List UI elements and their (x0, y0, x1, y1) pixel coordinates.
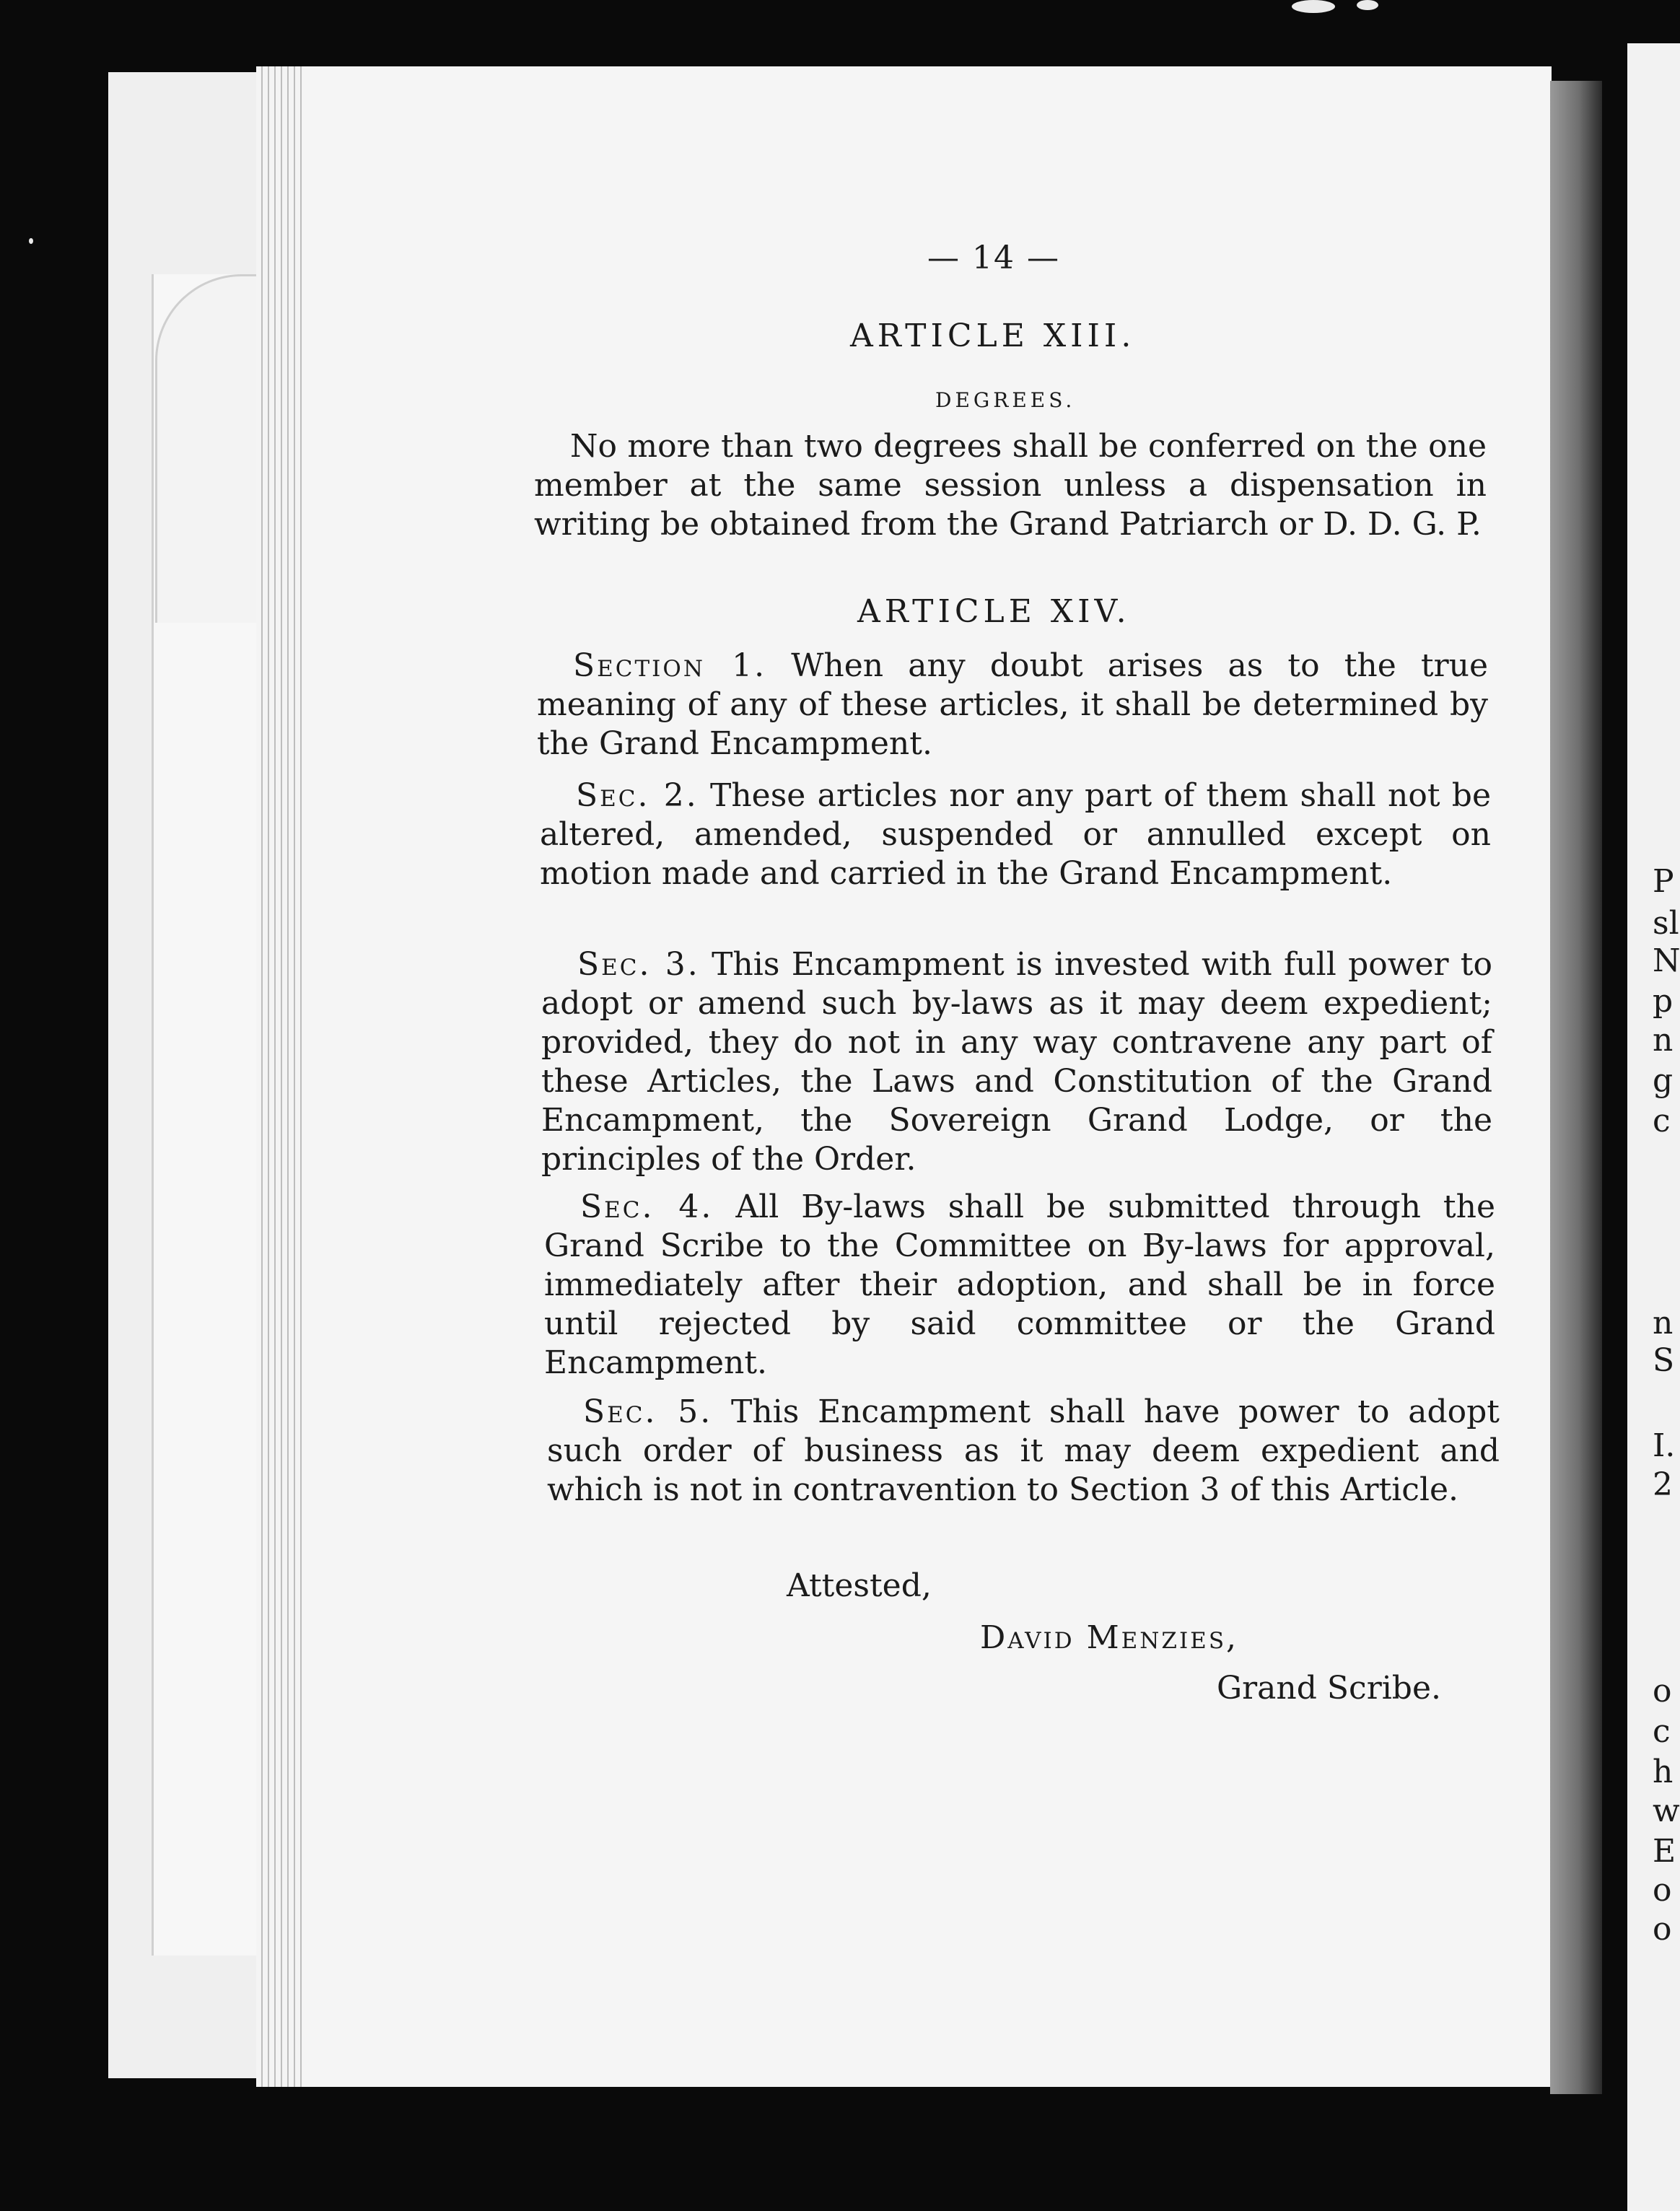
article-xiii-heading: ARTICLE XIII. (850, 318, 1136, 354)
facing-page-fragment: o (1653, 1872, 1672, 1909)
article-xiv-heading: ARTICLE XIV. (857, 593, 1131, 630)
section-label: Section 1. (573, 647, 767, 684)
section-text: This Encampment shall have power to adopt such order of business as it may deem expedient and which is not in contravention to Section 3 of this Article. (547, 1393, 1500, 1508)
facing-page-fragment: c (1653, 1103, 1671, 1139)
facing-page-fragment: S (1653, 1342, 1675, 1379)
scan-speck (1292, 0, 1335, 13)
article-xiv-section-2 (540, 776, 1491, 893)
article-xiv-section-4 (544, 1188, 1495, 1383)
article-xiii-body (534, 427, 1487, 544)
facing-page-fragment: w (1653, 1792, 1680, 1829)
section-label: Sec. 2. (576, 777, 699, 814)
signatory-name: David Menzies, (980, 1619, 1239, 1656)
signatory-title: Grand Scribe. (1217, 1670, 1441, 1707)
attested-label: Attested, (787, 1567, 932, 1604)
scan-speck (29, 238, 33, 244)
facing-page-fragment: sl (1653, 905, 1679, 942)
facing-page-fragment: n (1653, 1305, 1674, 1341)
facing-page-fragment: E (1653, 1833, 1676, 1870)
scan-speck (1357, 0, 1378, 10)
article-xiv-section-5 (547, 1393, 1500, 1510)
section-label: Sec. 3. (577, 946, 700, 983)
facing-page-fragment: 2 (1653, 1466, 1673, 1503)
section-text: This Encampment is invested with full power to adopt or amend such by-laws as it may deem expedient; provided, they do not in any way contravene any part of these Articles, the Laws and Constitution of the Grand Encampment, the Sovereign Grand Lodge, or the principles of the Order. (541, 946, 1492, 1178)
section-label: Sec. 4. (580, 1188, 714, 1225)
facing-page-fragment: g (1653, 1062, 1674, 1099)
article-xiv-section-3 (541, 945, 1492, 1179)
facing-page-fragment: N (1653, 942, 1680, 979)
section-label: Sec. 5. (583, 1393, 713, 1430)
facing-page-fragment: o (1653, 1673, 1672, 1709)
section-text: All By-laws shall be submitted through the Grand Scribe to the Committee on By-laws for approval, immediately after their adoption, and shall be in force until rejected by said committee or the Grand Encampment. (544, 1188, 1495, 1381)
facing-page-fragment: o (1653, 1911, 1672, 1948)
facing-page-fragment: c (1653, 1713, 1671, 1750)
section-text: When any doubt arises as to the true meaning of any of these articles, it shall be determined by the Grand Encampment. (537, 647, 1488, 762)
facing-page-fragment: P (1653, 863, 1674, 900)
facing-page-fragment: h (1653, 1754, 1674, 1790)
article-xiii-body-text: No more than two degrees shall be conferred on the one member at the same session unless a dispensation in writing be obtained from the Grand Patriarch or D. D. G. P. (534, 428, 1487, 543)
facing-page-fragment: p (1653, 983, 1674, 1020)
facing-page-fragment: I. (1653, 1427, 1676, 1464)
section-text: These articles nor any part of them shall not be altered, amended, suspended or annulled except on motion made and carried in the Grand Encampment. (540, 777, 1491, 892)
article-xiv-section-1 (537, 647, 1488, 763)
page-gutter-shadow (1550, 81, 1602, 2094)
page-number: — 14 — (927, 240, 1060, 276)
article-xiii-subheading: DEGREES. (935, 388, 1076, 412)
facing-page-fragment: n (1653, 1022, 1674, 1059)
